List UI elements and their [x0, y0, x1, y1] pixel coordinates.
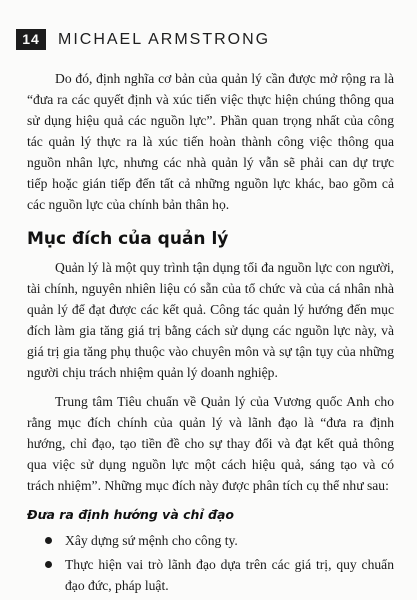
sub-heading: Đưa ra định hướng và chỉ đạo: [27, 507, 235, 522]
bullet-text: Xây dựng sứ mệnh cho công ty.: [65, 533, 238, 548]
paragraph-purpose: Quản lý là một quy trình tận dụng tối đa nguồn lực con người, tài chính, nguyên nhiên liệu có sẵn của tổ chức và của cá nhân nhà quản lý để đạt được các kết quả. Công tác quản lý hướng đến mục đích làm gia tăng giá trị bằng cách sử dụng các nguồn lực này, và giá trị gia tăng phụ thuộc vào chuyên môn và sự tận tụy của những người chịu trách nhiệm quản lý doanh nghiệp.: [27, 260, 394, 380]
running-author: MICHAEL ARMSTRONG: [58, 31, 271, 48]
paragraph-definition: Do đó, định nghĩa cơ bản của quản lý cần được mở rộng ra là “đưa ra các quyết định và xúc tiến việc thực hiện chúng thông qua sử dụng hiệu quả các nguồn lực”. Phần quan trọng nhất của công tác quản lý thực ra là xúc tiến hoàn thành công việc thông qua nguồn nhân lực, nhưng các nhà quản lý vẫn sẽ phải can dự trực tiếp hoặc gián tiếp đến tất cả những nguồn lực khác, bao gồm cả các nguồn lực của chính bản thân họ.: [27, 71, 394, 212]
bullet-item: [27, 530, 394, 551]
bullet-icon: [45, 537, 52, 544]
paragraph-standards: Trung tâm Tiêu chuẩn về Quản lý của Vương quốc Anh cho rằng mục đích chính của quản lý và lãnh đạo là “đưa ra định hướng, chỉ đạo, tạo tiền đề cho sự thay đổi và đạt kết quả thông qua việc sử dụng nguồn lực một cách hiệu quả, sáng tạo và có trách nhiệm”. Những mục đích này được phân tích cụ thể như sau:: [27, 394, 394, 493]
page-number: 14: [16, 29, 46, 50]
bullet-item: [27, 554, 394, 596]
running-header: [16, 28, 396, 52]
bullet-list: [27, 530, 394, 596]
page-body: [27, 68, 394, 599]
section-title: Mục đích của quản lý: [27, 229, 229, 249]
bullet-text: Thực hiện vai trò lãnh đạo dựa trên các giá trị, quy chuẩn đạo đức, pháp luật.: [65, 557, 394, 593]
bullet-icon: [45, 561, 52, 568]
